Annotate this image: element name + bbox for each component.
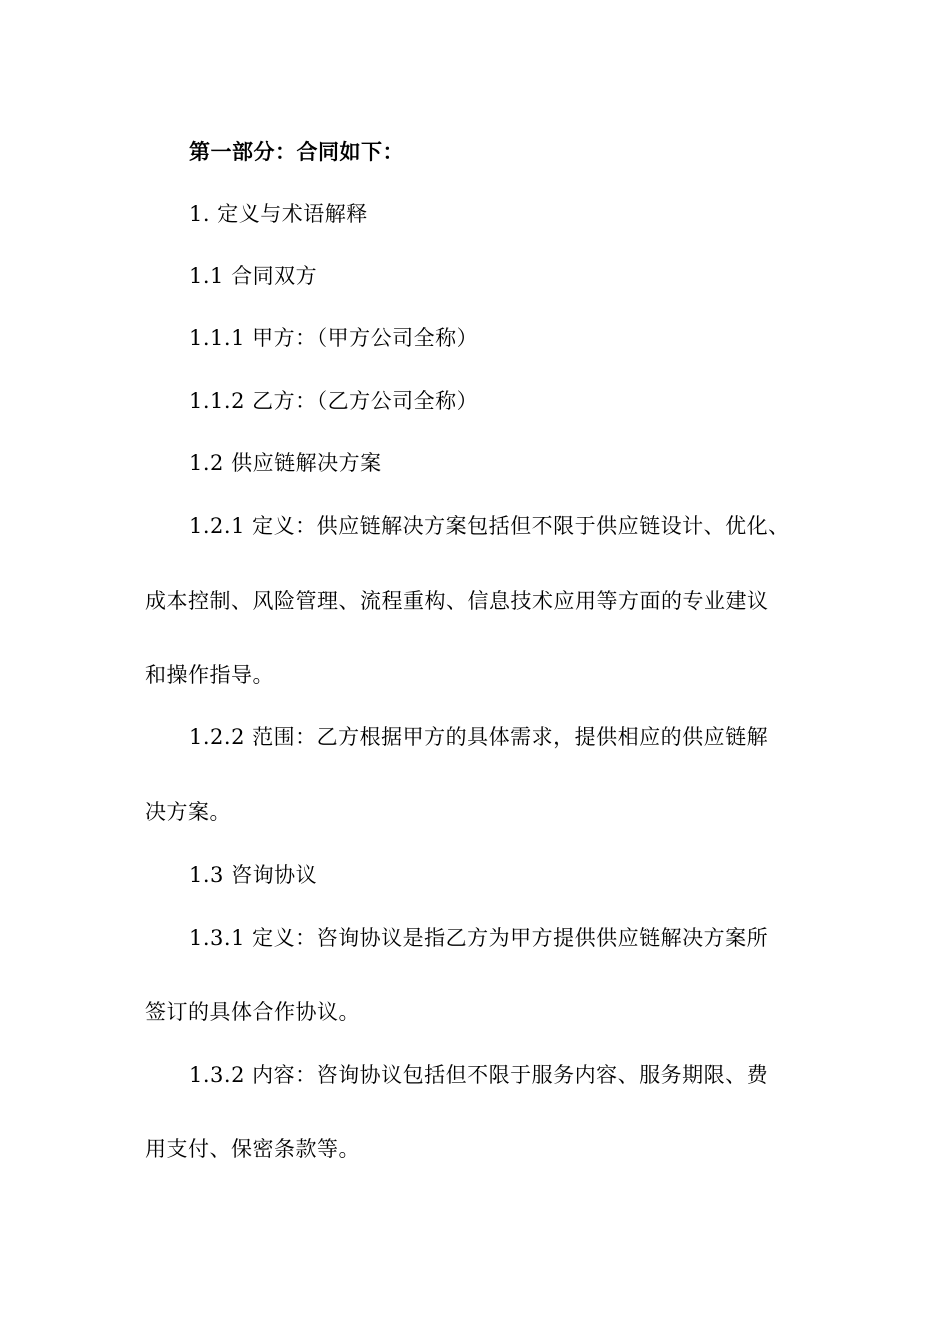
clause-1-title: 1. 定义与术语解释 [189,202,368,226]
clause-1-3-2-line-1: 1.3.2 内容：咨询协议包括但不限于服务内容、服务期限、费 [189,1063,769,1087]
clause-1-1-2: 1.1.2 乙方：（乙方公司全称） [189,389,479,413]
section-heading: 第一部分：合同如下： [189,139,404,164]
clause-1-2-2-line-1: 1.2.2 范围：乙方根据甲方的具体需求，提供相应的供应链解 [189,725,769,749]
clause-1-2-1-line-3: 和操作指导。 [145,663,274,687]
clause-1-3-1-line-2: 签订的具体合作协议。 [145,1000,360,1024]
clause-1-2-2-line-2: 决方案。 [145,800,231,824]
clause-1-2-title: 1.2 供应链解决方案 [189,451,382,475]
clause-1-3-2-line-2: 用支付、保密条款等。 [145,1137,360,1161]
clause-1-3-title: 1.3 咨询协议 [189,863,318,887]
clause-1-1-title: 1.1 合同双方 [189,264,318,288]
clause-1-2-1-line-1: 1.2.1 定义：供应链解决方案包括但不限于供应链设计、优化、 [189,514,790,538]
clause-1-1-1: 1.1.1 甲方：（甲方公司全称） [189,326,479,350]
clause-1-3-1-line-1: 1.3.1 定义：咨询协议是指乙方为甲方提供供应链解决方案所 [189,926,769,950]
clause-1-2-1-line-2: 成本控制、风险管理、流程重构、信息技术应用等方面的专业建议 [145,589,769,613]
